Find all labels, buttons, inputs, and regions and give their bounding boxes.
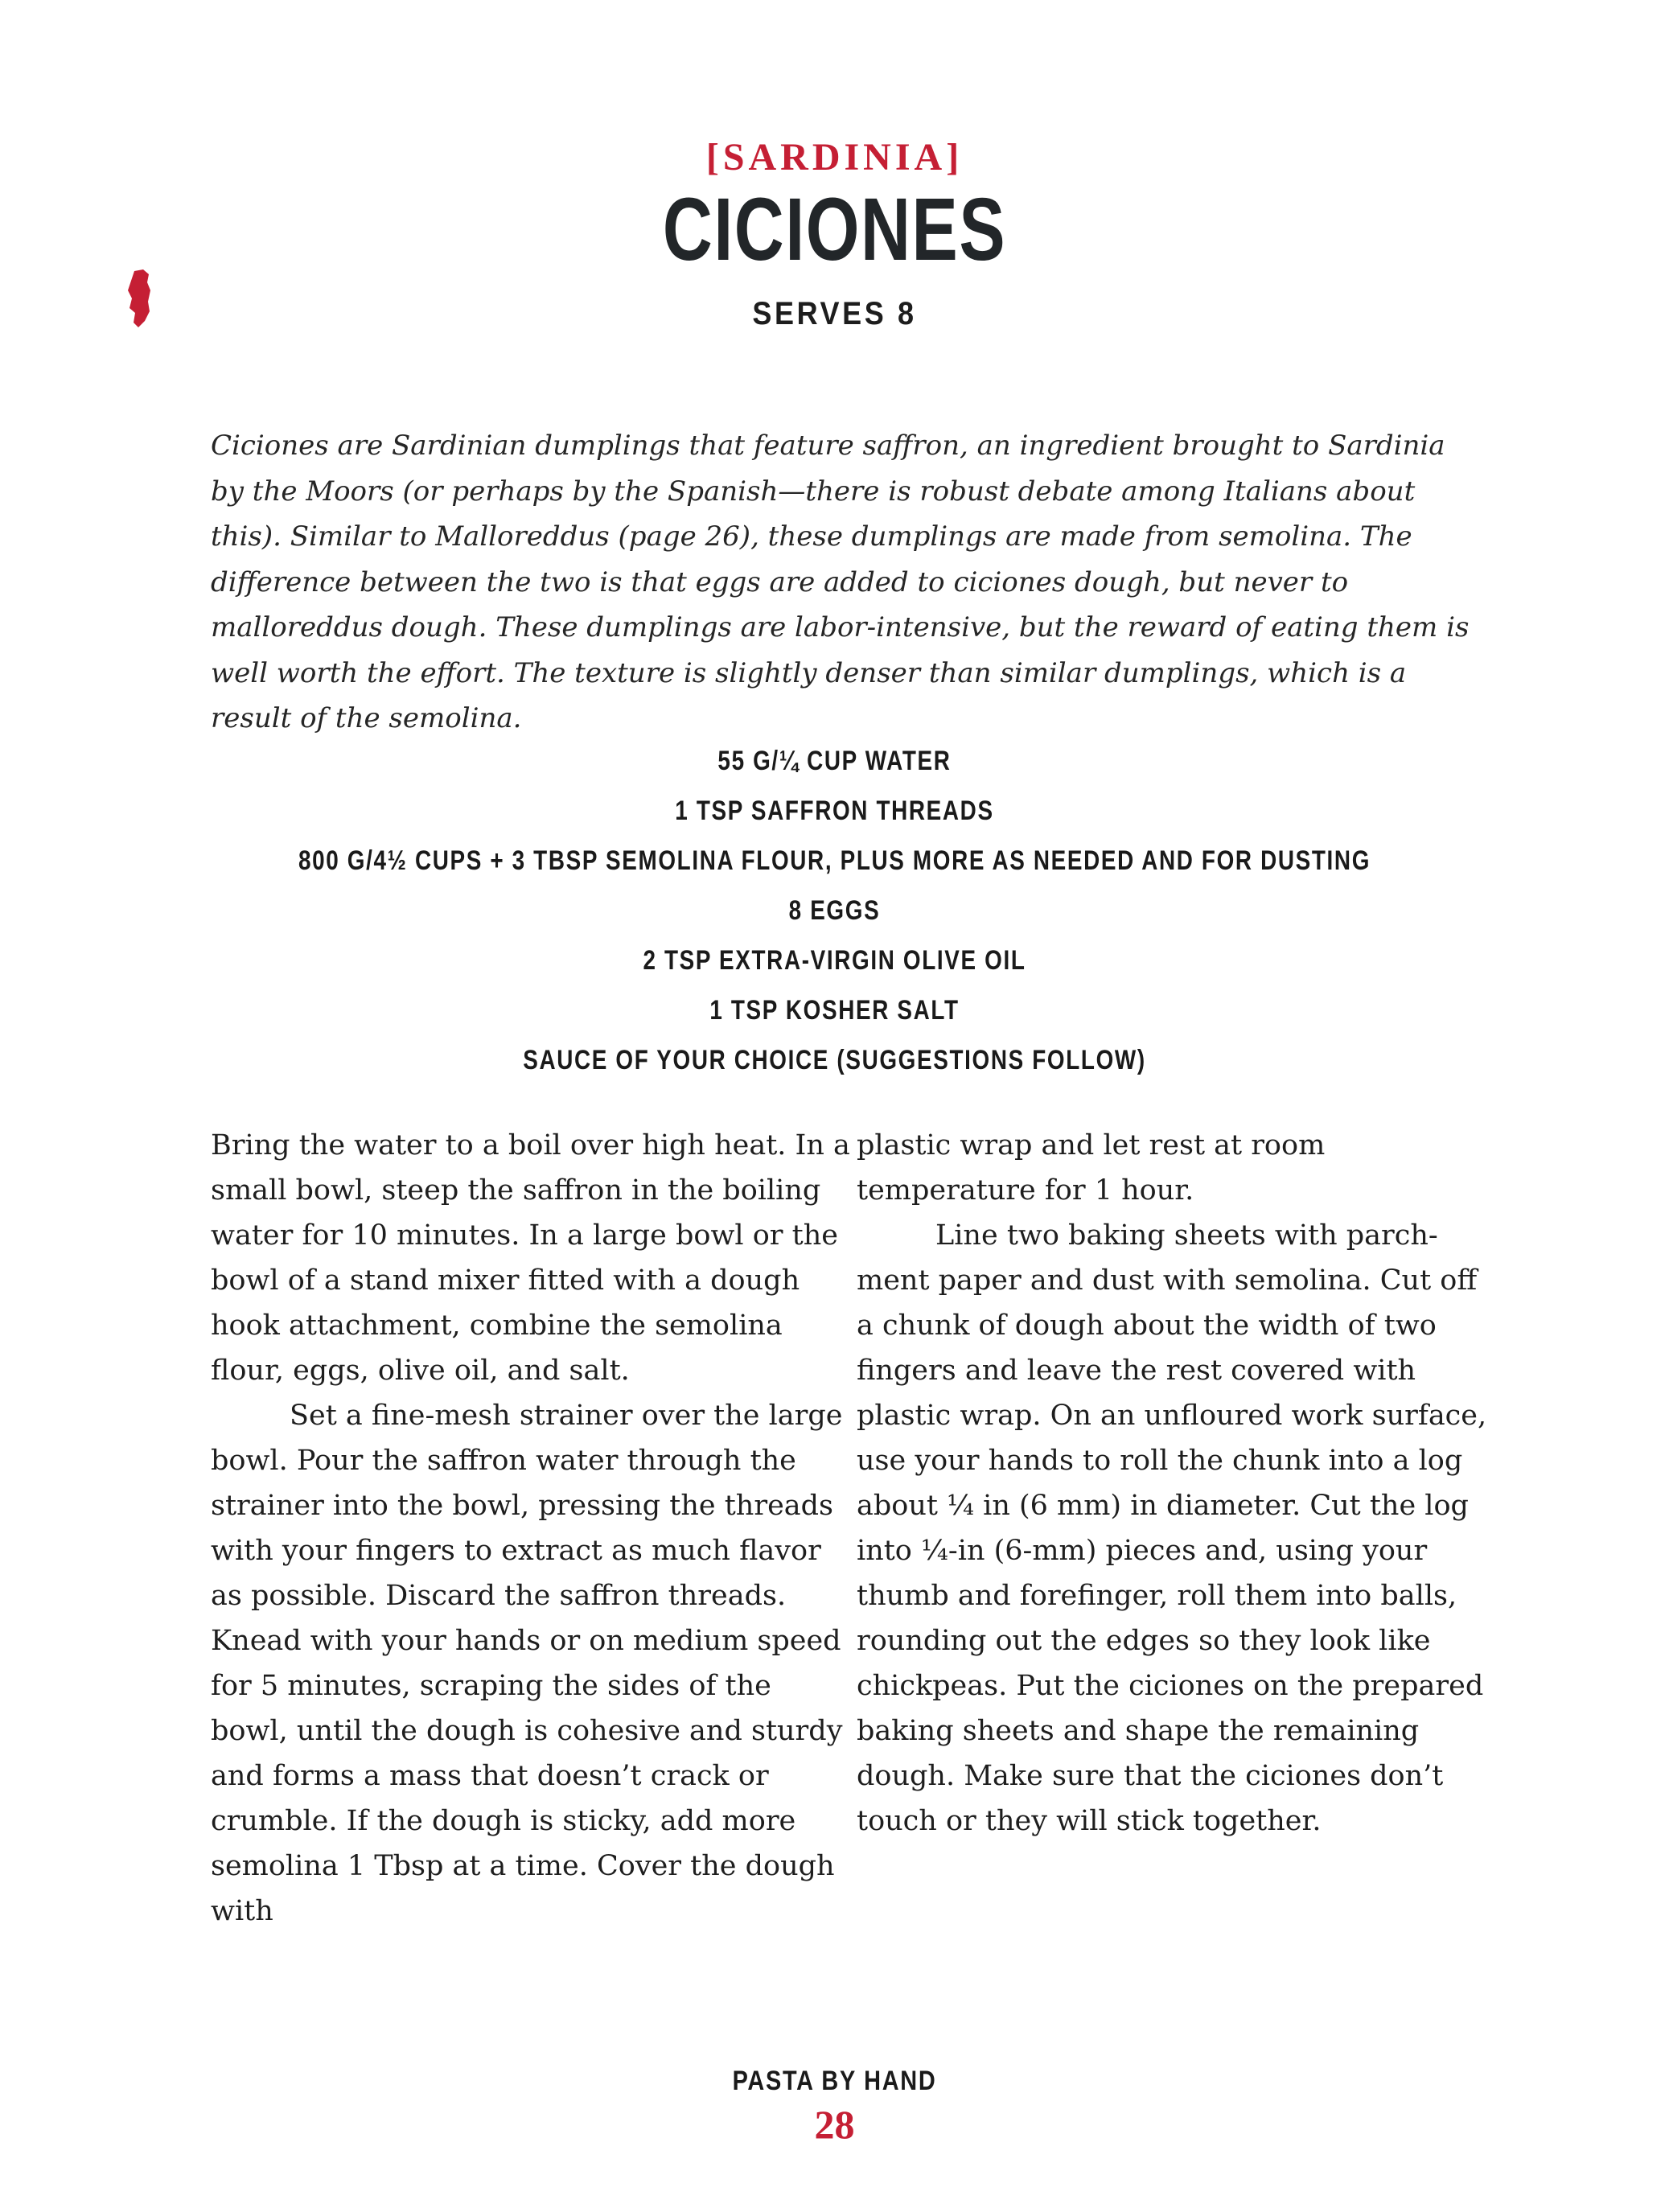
- page-number: 28: [814, 2102, 855, 2147]
- serves-label: SERVES 8: [752, 296, 917, 331]
- method-column-right: [857, 1123, 1500, 1844]
- method-paragraph: Bring the water to a boil over high heat. In a small bowl, steep the saffron in the boiling water for 10 minutes. In a large bowl or the bowl of a stand mixer fitted with a dough hook attachment, combine the semolina flour, eggs, olive oil, and salt.: [211, 1129, 850, 1387]
- method-paragraph: plastic wrap and let rest at room temperature for 1 hour.: [857, 1129, 1326, 1207]
- ingredient-item: SAUCE OF YOUR CHOICE (SUGGESTIONS FOLLOW): [523, 1045, 1146, 1075]
- ingredient-item: 800 G/4½ CUPS + 3 TBSP SEMOLINA FLOUR, PLUS MORE AS NEEDED AND FOR DUSTING: [298, 845, 1371, 876]
- ingredient-item: 2 TSP EXTRA-VIRGIN OLIVE OIL: [643, 945, 1026, 976]
- ingredient-item: 55 G/¼ CUP WATER: [717, 746, 952, 776]
- region-label: [SARDINIA]: [705, 136, 964, 179]
- book-title: PASTA BY HAND: [732, 2066, 937, 2096]
- method-paragraph: Set a fine-mesh strainer over the large bowl. Pour the saffron water through the strainer into the bowl, pressing the threads with your fingers to extract as much flavor as possible. Discard the saffron threads. Knead with your hands or on medium speed for 5 minutes, scraping the sides of the bowl, until the dough is cohesive and sturdy and forms a mass that doesn’t crack or crumble. If the dough is sticky, add more semolina 1 Tbsp at a time. Cover the dough with: [211, 1400, 843, 1927]
- ingredient-item: 8 EGGS: [788, 895, 881, 926]
- ingredient-list: [161, 736, 1508, 1085]
- method-column-left: [211, 1123, 854, 1934]
- recipe-title: CICIONES: [662, 180, 1007, 279]
- method-paragraph: Line two baking sheets with parch-ment paper and dust with semolina. Cut off a chunk of dough about the width of two fingers and leave the rest covered with plastic wrap. On an unfloured work surface, use your hands to roll the chunk into a log about ¼ in (6 mm) in diameter. Cut the log into ¼-in (6-mm) pieces and, using your thumb and forefinger, roll them into balls, rounding out the edges so they look like chickpeas. Put the ciciones on the prepared baking sheets and shape the remaining dough. Make sure that the ciciones don’t touch or they will stick together.: [857, 1219, 1487, 1837]
- intro-paragraph: Ciciones are Sardinian dumplings that feature saffron, an ingredient brought to Sardinia by the Moors (or perhaps by the Spanish—there is robust debate among Italians about this). Similar to Malloreddus (page 26), these dumplings are made from semolina. The difference between the two is that eggs are added to ciciones dough, but never to malloreddus dough. These dumplings are labor-intensive, but the reward of eating them is well worth the effort. The texture is slightly denser than similar dumplings, which is a result of the semolina.: [211, 430, 1470, 734]
- sardinia-map-icon: [127, 269, 151, 327]
- ingredient-item: 1 TSP KOSHER SALT: [709, 995, 960, 1026]
- ingredient-item: 1 TSP SAFFRON THREADS: [675, 796, 994, 826]
